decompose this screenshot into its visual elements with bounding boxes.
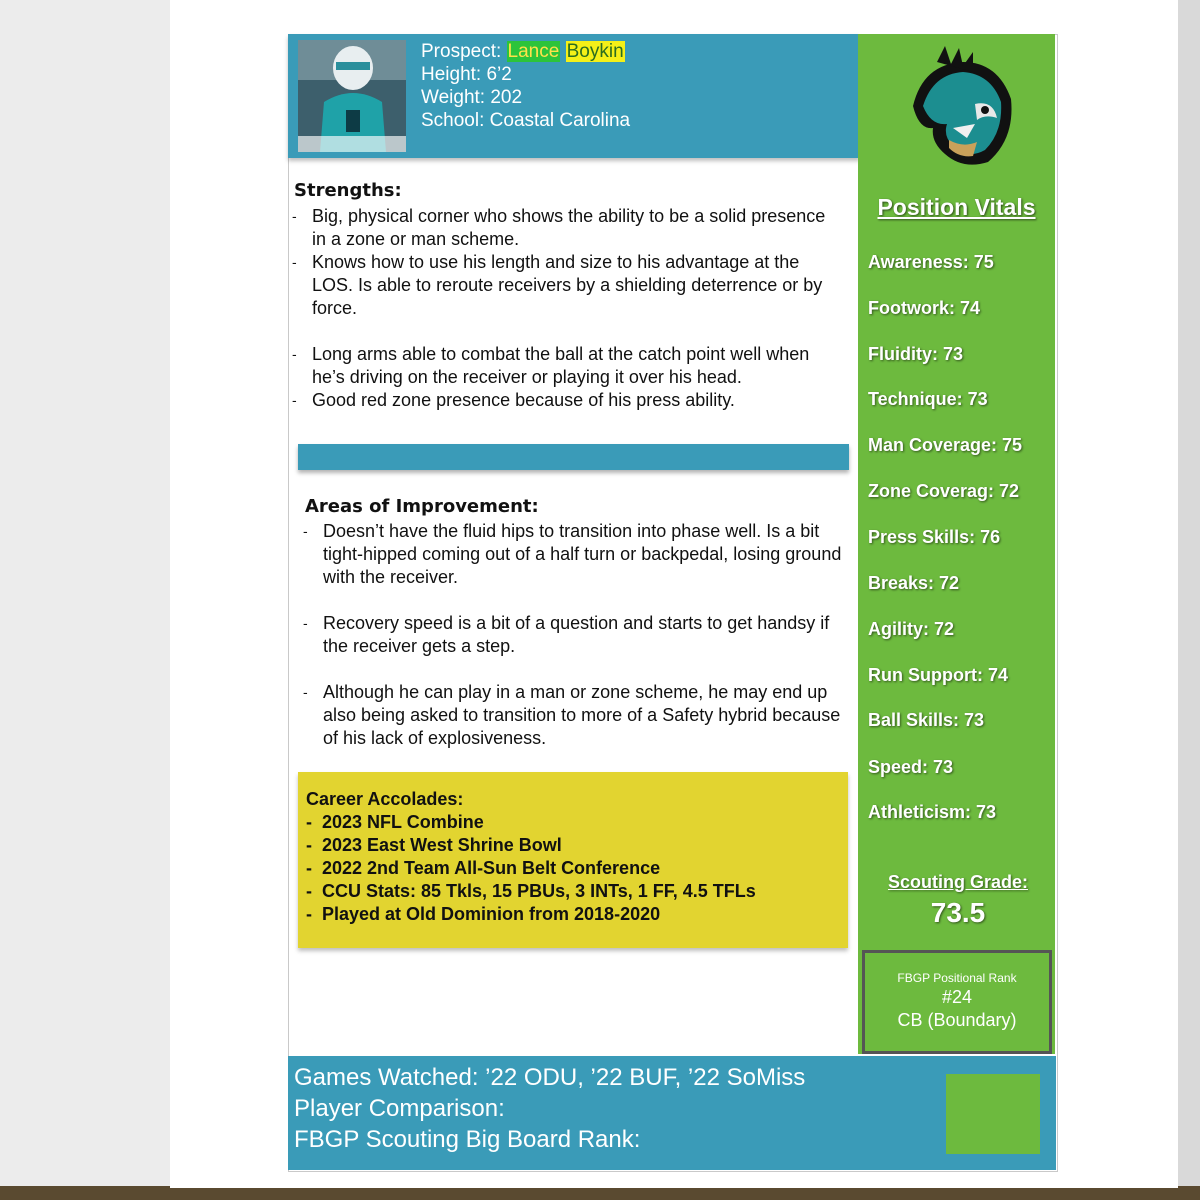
prospect-last-name: Boykin: [566, 41, 624, 62]
prospect-weight: Weight: 202: [421, 87, 523, 108]
vital-awareness: Awareness: 75: [868, 252, 994, 272]
accolade-item: - 2023 East West Shrine Bowl: [306, 835, 562, 855]
games-watched: Games Watched: ’22 ODU, ’22 BUF, ’22 SoMiss: [294, 1064, 806, 1091]
strengths-title: Strengths:: [294, 180, 402, 201]
improvement-item: - Doesn’t have the fluid hips to transition into phase well. Is a bit tight-hipped coming out of a half turn or backpedal, losing ground with the receiver.: [303, 521, 842, 587]
prospect-height: Height: 6’2: [421, 64, 512, 85]
vital-agility: Agility: 72: [868, 619, 955, 639]
strengths-list: [292, 205, 842, 412]
vital-run-support: Run Support: 74: [868, 665, 1008, 685]
section-divider: [298, 444, 849, 470]
vital-speed: Speed: 73: [868, 757, 954, 777]
vital-breaks: Breaks: 72: [868, 573, 960, 593]
footer-green-box: [946, 1074, 1040, 1154]
vital-fluidity: Fluidity: 73: [868, 344, 964, 364]
accolade-item: - 2022 2nd Team All-Sun Belt Conference: [306, 858, 661, 878]
vital-technique: Technique: 73: [868, 389, 988, 409]
accolades-title: Career Accolades:: [306, 789, 464, 809]
big-board-rank: FBGP Scouting Big Board Rank:: [294, 1126, 641, 1153]
accolade-item: - 2023 NFL Combine: [306, 812, 484, 832]
improvement-list: [303, 520, 843, 750]
strength-item: - Big, physical corner who shows the ability to be a solid presence in a zone or man scheme.: [292, 206, 826, 249]
accolade-item: - CCU Stats: 85 Tkls, 15 PBUs, 3 INTs, 1 FF, 4.5 TFLs: [306, 881, 756, 901]
vital-athleticism: Athleticism: 73: [868, 802, 997, 822]
rank-label: FBGP Positional Rank: [897, 971, 1017, 985]
improvement-item: - Recovery speed is a bit of a question and starts to get handsy if the receiver gets a step.: [303, 613, 830, 656]
player-photo: [298, 40, 406, 152]
accolade-item: - Played at Old Dominion from 2018-2020: [306, 904, 661, 924]
positional-rank-box: [862, 950, 1052, 1054]
vital-ball-skills: Ball Skills: 73: [868, 710, 985, 730]
vital-footwork: Footwork: 74: [868, 298, 981, 318]
strength-item: - Long arms able to combat the ball at the catch point well when he’s driving on the receiver or playing it over his head.: [292, 344, 810, 387]
vital-zone-coverage: Zone Coverag: 72: [868, 481, 1020, 501]
desktop-strip: [0, 1186, 1200, 1200]
strength-item: - Knows how to use his length and size to his advantage at the LOS. Is able to reroute receivers by a shielding deterrence or by force.: [292, 252, 823, 318]
rank-number: #24: [941, 987, 973, 1007]
prospect-info: [421, 40, 630, 132]
team-logo: [893, 44, 1023, 172]
vitals-title: Position Vitals: [877, 194, 1036, 220]
prospect-school: School: Coastal Carolina: [421, 110, 631, 131]
prospect-first-name: Lance: [507, 41, 560, 62]
career-accolades: [298, 772, 848, 948]
prospect-label: Prospect:: [421, 41, 502, 62]
window-edge: [1178, 0, 1200, 1200]
vital-press-skills: Press Skills: 76: [868, 527, 1001, 547]
scouting-grade-value: 73.5: [930, 897, 986, 928]
vital-man-coverage: Man Coverage: 75: [868, 435, 1023, 455]
improvement-title: Areas of Improvement:: [305, 496, 539, 517]
player-comparison: Player Comparison:: [294, 1095, 505, 1122]
improvement-item: - Although he can play in a man or zone scheme, he may end up also being asked to transition to more of a Safety hybrid because of his lack of explosiveness.: [303, 682, 841, 748]
scouting-grade-title: Scouting Grade:: [887, 872, 1028, 892]
strength-item: - Good red zone presence because of his press ability.: [292, 390, 735, 410]
prospect-name-line: [421, 40, 630, 63]
rank-position: CB (Boundary): [897, 1010, 1017, 1030]
